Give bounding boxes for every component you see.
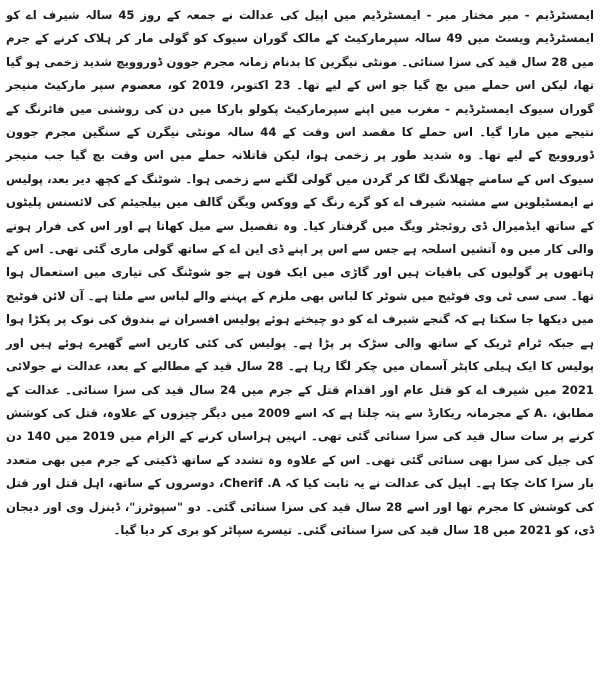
- article-body: ایمسٹرڈیم - میر مختار میر - ایمسٹرڈیم میں اپیل کی عدالت نے جمعہ کے روز 45 سالہ شیرف اے کو ایمسٹرڈیم ویسٹ میں 49 سالہ سپرمارکیٹ کے مالک گوران سیوک کو گولی مار کر ہلاک کرنے کے جرم میں 28 سال قید کی سزا سنائی۔ مونٹی نیگرین کا بدنام زمانہ مجرم جوون ڈوروویچ شدید زخمی ہو گیا تھا، لیکن اس حملے میں بچ گیا جو اس کے لیے تھا۔ 23 اکتوبر، 2019 کو، معصوم سپر مارکیٹ منیجر گوران سیوک ایمسٹرڈیم - مغرب میں اپنے سپرمارکیٹ پکولو بارکا میں دن کی روشنی میں فائرنگ کے نتیجے میں مارا گیا۔ اس حملے کا مقصد اس وقت کے 44 سالہ مونٹی نیگرن کے سنگین مجرم جوون ڈوروویچ کے لیے تھا۔ وہ شدید طور پر زخمی ہوا، لیکن قاتلانہ حملے میں اس وقت بچ گیا جب منیجر سیوک اس کے سامنے چھلانگ لگا کر گردن میں گولی لگنے سے زخمی ہوا۔ شوٹنگ کے کچھ دیر بعد، پولیس نے ایمسٹیلوین سے مشتبہ شیرف اے کو گرے رنگ کے ووکس ویگن گالف میں بیلجیئم کی لائسنس پلیٹوں کے ساتھ ایڈمیرال ڈی روئجٹر ویگ میں گرفتار کیا۔ وہ تفصیل سے میل کھاتا ہے اور اس کی فرار ہونے والی کار میں وہ آتشیں اسلحہ ہے جس سے اس پر اپنے ڈی این اے کے ساتھ گولی ماری گئی تھی۔ اس کے ہاتھوں پر گولیوں کی باقیات ہیں اور گاڑی میں ایک فون ہے جو شوٹنگ کی تیاری میں استعمال ہوا تھا۔ سی سی ٹی وی فوٹیج میں شوٹر کا لباس بھی ملزم کے پہننے والے لباس سے ملتا ہے۔ آن لائن فوٹیج میں دیکھا جا سکتا ہے کہ گنجے شیرف اے کو دو چیختے ہوئے پولیس افسران نے بندوق کی نوک پر پکڑا ہوا ہے جبکہ ٹرام ٹریک کے ساتھ والی سڑک پر پڑا ہے۔ پولیس کی کئی کاریں اسے گھیرے ہوئے ہیں اور پولیس کا ایک ہیلی کاپٹر آسمان میں چکر لگا رہا ہے۔ 28 سال قید کے مطالبے کے بعد، عدالت نے جولائی 2021 میں شیرف اے کو قتل عام اور اقدام قتل کے جرم میں 24 سال قید کی سزا سنائی۔ عدالت کے مطابق، .A کے مجرمانہ ریکارڈ سے پتہ چلتا ہے کہ اسے 2009 میں دیگر چیزوں کے علاوہ، قتل کی کوشش کرنے پر سات سال قید کی سزا سنائی گئی تھی۔ انہیں ہراساں کرنے کے الزام میں 2019 میں 140 دن کی جیل کی سزا بھی سنائی گئی تھی۔ اس کے علاوہ وہ تشدد کے ساتھ ڈکیتی کے جرم میں بھی متعدد بار سزا کاٹ چکا ہے۔ اپیل کی عدالت نے یہ ثابت کیا کہ Cherif .A، دوسروں کے ساتھ، اہل قتل اور قتل کی کوشش کا مجرم تھا اور اسے 28 سال قید کی سزا سنائی گئی۔ دو "سپوٹرز"، ڈینزل وی اور دیجان ڈی، کو 2021 میں 18 سال قید کی سزا سنائی گئی۔ تیسرے سپاٹر کو بری کر دیا گیا۔: [6, 8, 595, 537]
